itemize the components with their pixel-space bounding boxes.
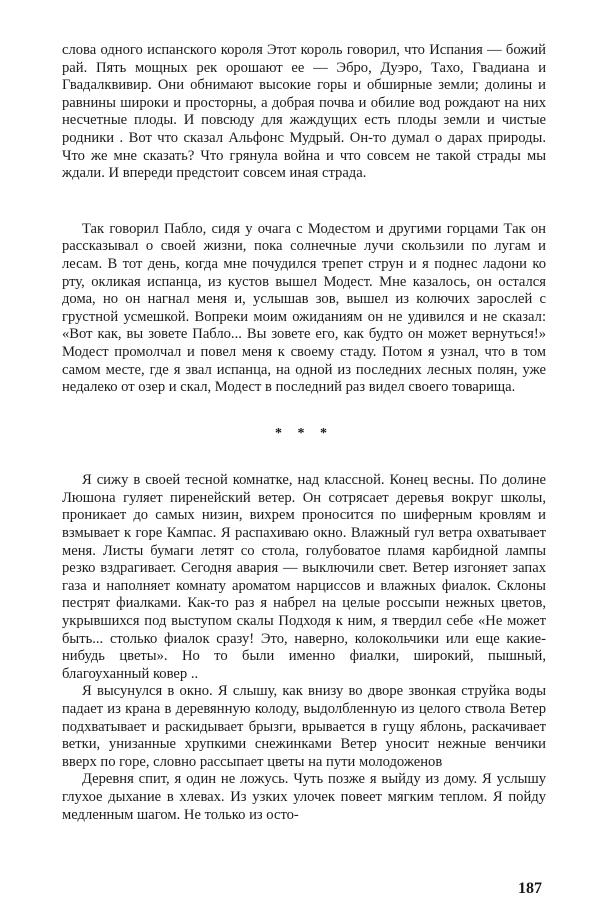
section-separator: * * * (275, 425, 333, 441)
section-gap (62, 397, 546, 425)
paragraph-1: слова одного испанского короля Этот король говорил, что Испания — божий рай. Пять мощных рек орошают ее — Эбро, Дуэро, Тахо, Гвадиана и Гвадалквивир. Они обнимают высокие горы и обширные земли; долины и равнины широки и просторны, а добрая почва и обилие вод рождают на них несчетные плоды. И повсюду для жаждущих есть плоды земли и чистые родники . Вот что сказал Альфонс Мудрый. Он-то думал о дарах природы. Что же мне сказать? Что грянула война и что совсем не такой страды мы ждали. И впереди предстоит совсем иная страда. (62, 42, 546, 182)
paragraph-5: Деревня спит, я один не ложусь. Чуть позже я выйду из дому. Я услышу глухое дыхание в хлевах. Из узких улочек повеет мягким теплом. Я пойду медленным шагом. Не только из осто- (62, 771, 546, 823)
page-number: 187 (518, 880, 542, 897)
page-body (62, 42, 546, 824)
section-gap (62, 442, 546, 472)
paragraph-4: Я высунулся в окно. Я слышу, как внизу во дворе звонкая струйка воды падает из крана в деревянную колоду, выдолбленную из целого ствола Ветер подхватывает и раскидывает брызги, врывается в гущу яблонь, раскачивает ветки, унизанные хрупкими снежинками Ветер уносит нежные венчики вверх по горе, словно рассыпает цветы на пути молодоженов (62, 683, 546, 770)
paragraph-2: Так говорил Пабло, сидя у очага с Модестом и другими горцами Так он рассказывал о своей жизни, пока солнечные лучи скользили по лугам и лесам. В тот день, когда мне почудился трепет струн и я поднес ладони ко рту, окликая испанца, из кустов вышел Модест. Мне казалось, он остался дома, но он нагнал меня и, услышав зов, вышел из колючих зарослей с грустной усмешкой. Вопреки моим ожиданиям он не удивился и не сказал: «Вот как, вы зовете Пабло... Вы зовете его, как будто он может вернуться!» Модест промолчал и повел меня к своему стаду. Потом я узнал, что в том самом месте, где я звал испанца, на одной из последних лесных полян, уже недалеко от озер и скал, Модест в последний раз видел своего товарища. (62, 220, 546, 396)
paragraph-3: Я сижу в своей тесной комнатке, над классной. Конец весны. По долине Люшона гуляет пиренейский ветер. Он сотрясает деревья вокруг школы, проникает до самых низин, вихрем проносится по шиферным кровлям и взмывает к горе Кампас. Я распахиваю окно. Влажный гул ветра охватывает меня. Листы бумаги летят со стола, голубоватое пламя карбидной лампы резко вздрагивает. Сегодня авария — выключили свет. Ветер изгоняет запах газа и наполняет комнату ароматом нарциссов и влажных фиалок. Склоны пестрят фиалками. Как-то раз я набрел на целые россыпи нежных цветов, укрывшихся под выступом скалы Подходя к ним, я твердил себе «Не может быть... столько фиалок сразу! Это, наверно, колокольчики или еще какие-нибудь цветы». Но то были именно фиалки, широкий, пышный, благоуханный ковер .. (62, 472, 546, 682)
section-gap (62, 183, 546, 221)
